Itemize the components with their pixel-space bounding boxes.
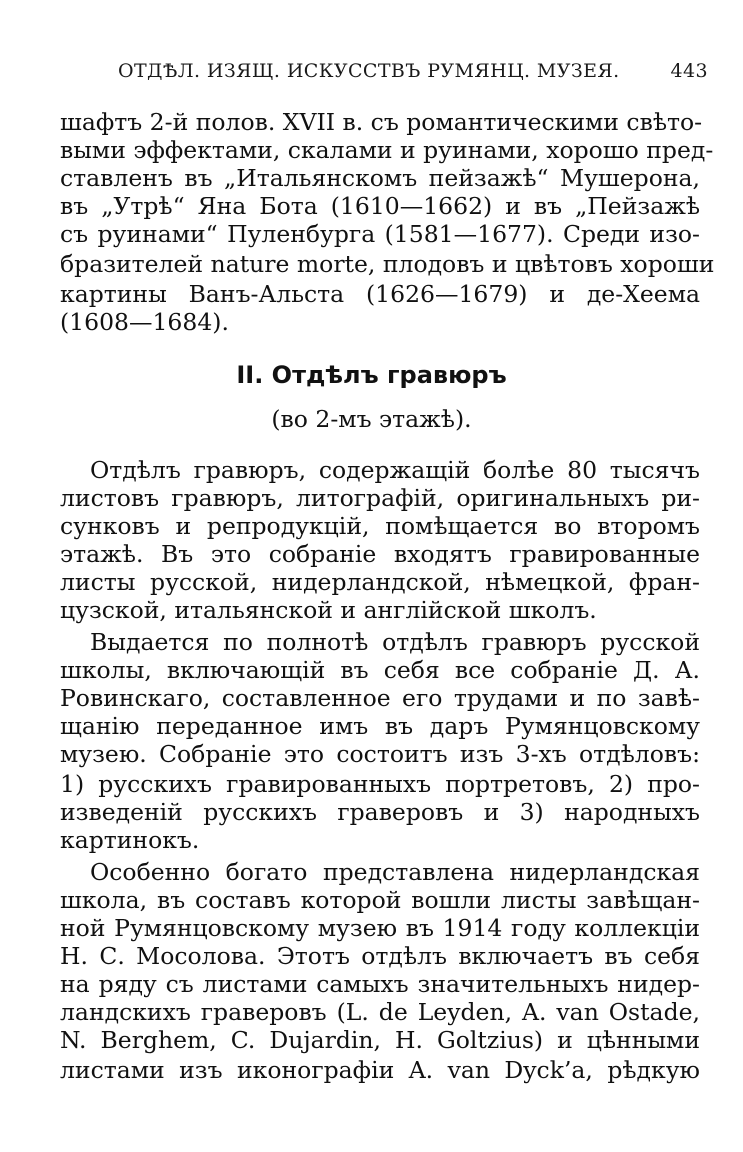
text-line: листами изъ иконографіи A. van Dyck’a, рѣдкую bbox=[60, 1056, 700, 1084]
text-line: бразителей nature morte, плодовъ и цвѣтовъ хороши bbox=[60, 250, 715, 278]
text-line: школа, въ составъ которой вошли листы завѣщан- bbox=[60, 886, 700, 914]
text-line: щанію переданное имъ въ даръ Румянцовскому bbox=[60, 712, 700, 740]
text-line: Ровинскаго, составленное его трудами и по завѣ- bbox=[60, 684, 700, 712]
running-title: ОТДѢЛ. ИЗЯЩ. ИСКУССТВЪ РУМЯНЦ. МУЗЕЯ. bbox=[118, 60, 620, 82]
text-line: сунковъ и репродукцій, помѣщается во второмъ bbox=[60, 512, 700, 540]
text-line: въ „Утрѣ“ Яна Бота (1610—1662) и въ „Пейзажѣ bbox=[60, 192, 700, 220]
text-line: выми эффектами, скалами и руинами, хорошо пред- bbox=[60, 136, 714, 164]
text-line: ставленъ въ „Итальянскомъ пейзажѣ“ Мушерона, bbox=[60, 164, 700, 192]
text-line: Выдается по полнотѣ отдѣлъ гравюръ русской bbox=[90, 628, 700, 656]
page-number: 443 bbox=[670, 60, 708, 82]
text-line: школы, включающій въ себя все собраніе Д. А. bbox=[60, 656, 700, 684]
text-line: N. Berghem, C. Dujardin, H. Goltzius) и цѣнными bbox=[60, 1026, 700, 1054]
text-line: съ руинами“ Пуленбурга (1581—1677). Среди изо- bbox=[60, 220, 700, 248]
section-title: II. Отдѣлъ гравюръ bbox=[236, 361, 507, 389]
text-line: (1608—1684). bbox=[60, 308, 229, 336]
text-line: ландскихъ граверовъ (L. de Leyden, A. van Ostade, bbox=[60, 998, 700, 1026]
text-line: листовъ гравюръ, литографій, оригинальныхъ ри- bbox=[60, 484, 700, 512]
text-line: Особенно богато представлена нидерландская bbox=[90, 858, 700, 886]
text-line: на ряду съ листами самыхъ значительныхъ нидер- bbox=[60, 970, 700, 998]
text-line: шафтъ 2-й полов. XVII в. съ романтическими свѣто- bbox=[60, 108, 703, 136]
text-line: музею. Собраніе это состоитъ изъ 3-хъ отдѣловъ: bbox=[60, 740, 700, 768]
text-line: листы русской, нидерландской, нѣмецкой, фран- bbox=[60, 568, 700, 596]
text-line: цузской, итальянской и англійской школъ. bbox=[60, 596, 597, 624]
text-line: этажѣ. Въ это собраніе входятъ гравированные bbox=[60, 540, 700, 568]
text-line: Отдѣлъ гравюръ, содержащій болѣе 80 тысячъ bbox=[90, 456, 700, 484]
text-line: картинокъ. bbox=[60, 826, 200, 854]
section-subtitle: (во 2-мъ этажѣ). bbox=[271, 405, 472, 433]
running-header bbox=[118, 60, 708, 82]
text-line: картины Ванъ-Альста (1626—1679) и де-Хеема bbox=[60, 280, 700, 308]
text-line: изведеній русскихъ граверовъ и 3) народныхъ bbox=[60, 798, 700, 826]
text-line: Н. С. Мосолова. Этотъ отдѣлъ включаетъ въ себя bbox=[60, 942, 700, 970]
text-line: 1) русскихъ гравированныхъ портретовъ, 2) про- bbox=[60, 770, 700, 798]
text-line: ной Румянцовскому музею въ 1914 году коллекціи bbox=[60, 914, 700, 942]
